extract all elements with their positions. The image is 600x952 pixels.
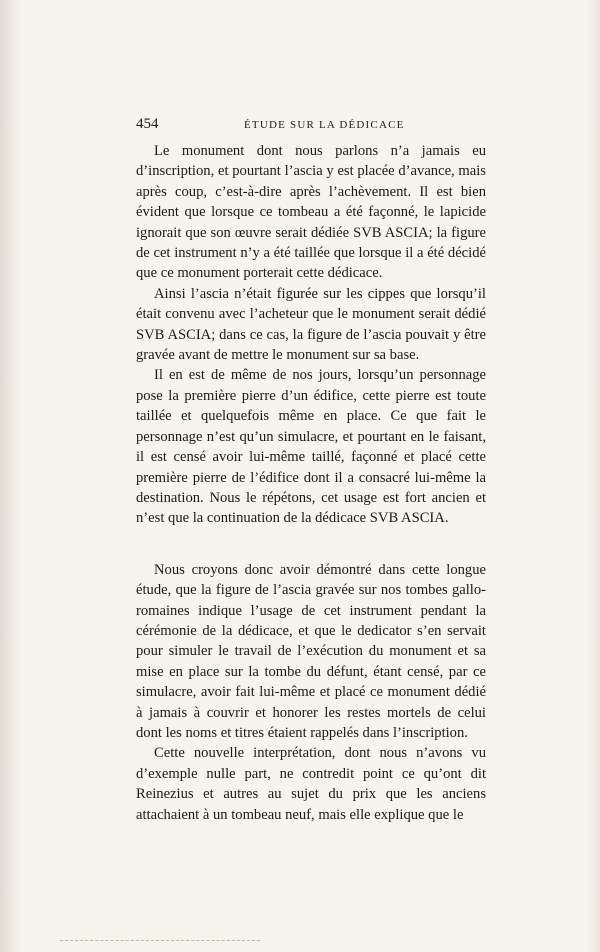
paragraph-2: Ainsi l’ascia n’était figurée sur les cippes que lorsqu’il était convenu avec l’acheteur que le monument serait dédié SVB ASCIA; dans ce cas, la figure de l’ascia pouvait y être gravée avant de mettre le monument sur sa base. [136, 285, 486, 364]
paragraph-5: Cette nouvelle interprétation, dont nous n’avons vu d’exemple nulle part, ne contredit point ce qu’ont dit Reinezius et autres au sujet du prix que les anciens attachaient à un tombeau neuf, mais elle explique que le [136, 745, 486, 823]
paragraph-3: Il en est de même de nos jours, lorsqu’un personnage pose la première pierre d’un édifice, cette pierre est toute taillée et quelquefois même en place. Ce que fait le personnage n’est qu’un simulacre, et pourtant en le faisant, il est censé avoir lui-même taillé, façonné et placé cette première pierre de l’édifice dont il a consacré lui-même la destination. Nous le répétons, cet usage est fort ancien et n’est que la continuation de la dédicace SVB ASCIA. [136, 367, 486, 527]
page-right-shadow [586, 0, 600, 952]
page-number: 454 [136, 116, 159, 132]
body-text [136, 141, 486, 825]
paragraph-1: Le monument dont nous parlons n’a jamais eu d’inscription, et pourtant l’ascia y est placée d’avance, mais après coup, c’est-à-dire après l’achèvement. Il est bien évident que lorsque ce tombeau a été façonné, le lapicide ignorait que son œuvre serait dédiée SVB ASCIA; la figure de cet instrument n’y a été taillée que lorsque il a été décidé que ce monument porterait cette dédicace. [136, 143, 486, 282]
page-left-shadow [0, 0, 22, 952]
page-header [136, 116, 486, 138]
running-head: ÉTUDE SUR LA DÉDICACE [244, 119, 405, 131]
scan-artifact [60, 940, 260, 944]
paragraph-4: Nous croyons donc avoir démontré dans cette longue étude, que la figure de l’ascia gravée sur nos tombes gallo-romaines indique l’usage de cet instrument pendant la cérémonie de la dédicace, et que le dedicator s’en servait pour simuler le travail de l’exécution du monument et sa mise en place sur la tombe du défunt, étant censé, par ce simulacre, avoir fait lui-même et placé ce monument dédié à jamais à couvrir et honorer les restes mortels de celui dont les noms et titres étaient rappelés dans l’inscription. [136, 561, 486, 741]
